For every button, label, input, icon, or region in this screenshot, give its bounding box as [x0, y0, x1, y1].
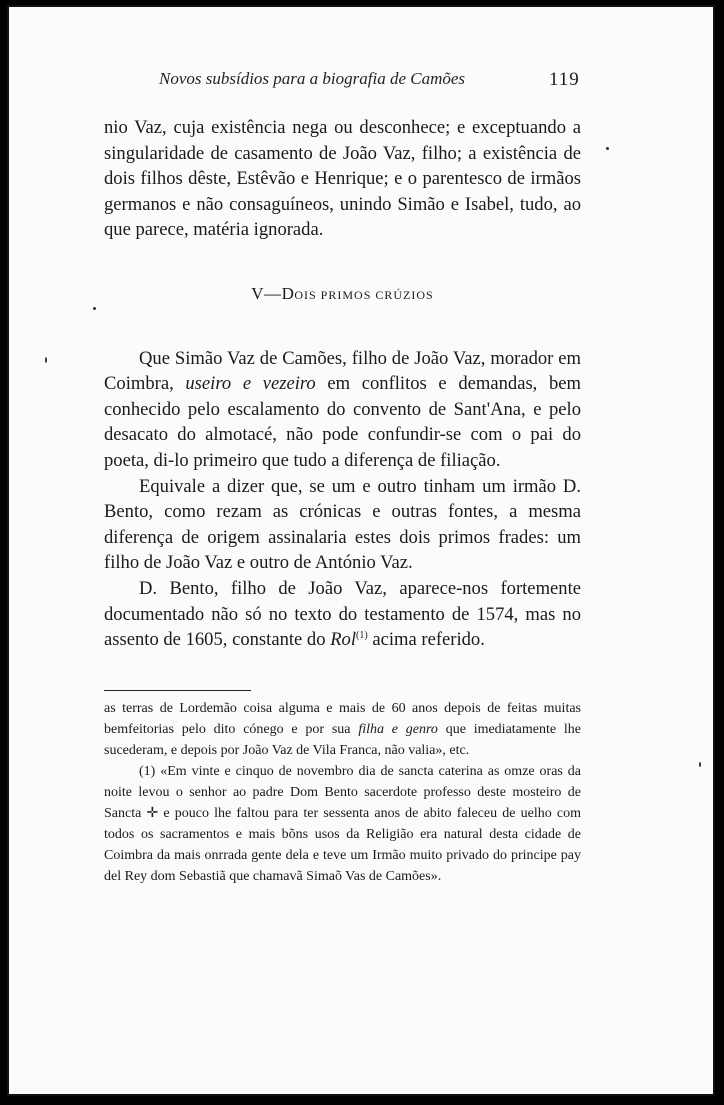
footnote-mark: (1) — [139, 764, 156, 779]
paragraph-continued: nio Vaz, cuja existência nega ou desconhece; e exceptuando a singularidade de casamento de João Vaz, filho; a existência de dois filhos dêste, Estêvão e Henrique; e o parentesco de irmãos germanos e não consaguíneos, unindo Simão e Isabel, tudo, ao que parece, matéria ignorada. — [104, 117, 581, 241]
paragraph-dom-bento — [104, 576, 581, 653]
page-number: 119 — [549, 69, 580, 90]
paragraph-text: Que Simão Vaz de Camões, filho de João Vaz, morador em Coimbra, — [104, 347, 581, 395]
footnote-reference[interactable]: (1) — [356, 629, 368, 641]
main-text — [104, 115, 581, 653]
paper-speck — [93, 307, 96, 310]
paragraph-text: em conflitos e demandas, bem conhecido pelo escalamento do convento de Sant'Ana, e pelo desacato do almotacé, não pode confundir-se com o pai do poeta, di-lo primeiro que tudo a diferença de filiação. — [104, 373, 581, 471]
paper-speck — [699, 762, 701, 767]
emphasis-text: useiro e vezeiro — [185, 373, 316, 395]
paragraph-text: D. Bento, filho de João Vaz, aparece-nos fortemente documentado não só no texto do testamento de 1574, mas no assento de 1605, constante do — [104, 577, 581, 651]
footnote-continued — [104, 698, 581, 761]
running-title: Novos subsídios para a biografia de Camões — [159, 69, 466, 88]
emphasis-text: Rol — [330, 629, 357, 651]
footnote-rule — [104, 690, 251, 691]
footnote-text: «Em vinte e cinquo de novembro dia de sancta caterina as omze oras da noite levou o senhor ao padre Dom Bento sacerdote professo deste mosteiro de Sancta ✛ e pouco lhe faltou para ter sessenta anos de abito faleceu de uelho com todos os sacramentos e mais bõns usos da Religião era natural desta cidade de Coimbra da mais onrrada gente dela e teve um Irmão muito privado do principe pay del Rey dom Sebastiã que chamavã Simaõ Vas de Camões». — [104, 764, 581, 884]
paragraph-equivale: Equivale a dizer que, se um e outro tinham um irmão D. Bento, como rezam as crónicas e outras fontes, a mesma diferença de origem assinalaria estes dois primos frades: um filho de João Vaz e outro de António Vaz. — [104, 475, 581, 574]
emphasis-text: filha e genro — [358, 722, 438, 737]
footnote-text: as terras de Lordemão coisa alguma e mais de 60 anos depois de feitas muitas bemfeitorias pelo dito cónego e por sua — [104, 701, 581, 737]
footnote-1 — [104, 761, 581, 887]
section-heading-rest: OIS PRIMOS CRÚZIOS — [294, 287, 434, 302]
section-heading — [104, 281, 581, 309]
section-heading-initial: D — [281, 283, 295, 303]
footnotes — [104, 698, 581, 887]
paper-speck — [606, 147, 609, 150]
section-numeral: V— — [251, 283, 282, 303]
paper-speck — [45, 357, 47, 363]
book-page — [7, 5, 715, 1096]
paragraph-simao — [104, 346, 581, 474]
footnote-text: que imediatamente lhe sucederam, e depois por João Vaz de Vila Franca, não valia», etc. — [104, 722, 581, 758]
paragraph-text: acima referido. — [367, 629, 485, 651]
